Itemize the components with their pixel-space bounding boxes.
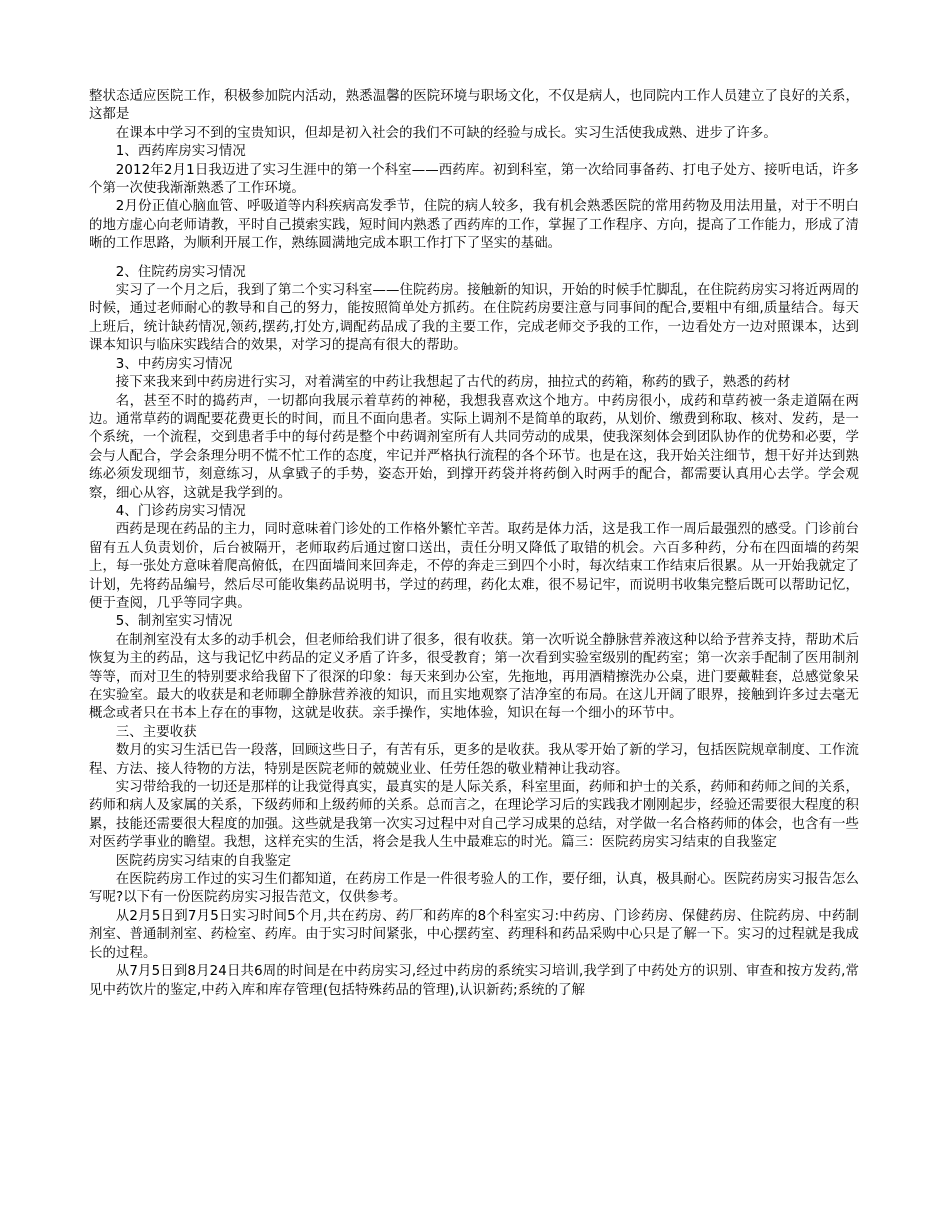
paragraph: 3、中药房实习情况: [115, 356, 233, 372]
paragraph: 医院药房实习结束的自我鉴定: [115, 853, 292, 869]
paragraph: 接下来我来到中药房进行实习，对着满室的中药让我想起了古代的药房，抽拉式的药箱，称药的戥子，熟悉的药材: [115, 375, 791, 391]
paragraph: 2、住院药房实习情况: [115, 264, 246, 280]
paragraph: 2012年2月1日我迈进了实习生涯中的第一个科室——西药库。初到科室，第一次给同事备药、打电子处方、接听电话，许多个第一次使我渐渐熟悉了工作环境。: [89, 162, 859, 197]
paragraph: 在制剂室没有太多的动手机会，但老师给我们讲了很多，很有收获。第一次听说全静脉营养液这种以给予营养支持，帮助术后恢复为主的药品，这与我记忆中药品的定义矛盾了许多，很受教育；第一次看到实验室级别的配药室；第一次亲手配制了医用制剂等等，而对卫生的特别要求给我留下了很深的印象：每天来到办公室，先拖地，再用酒精擦洗办公桌，进门要戴鞋套，总感觉象呆在实验室。最大的收获是和老师聊全静脉营养液的知识，而且实地观察了洁净室的布局。在这儿开阔了眼界，接触到许多过去毫无概念或者只在书本上存在的事物，这就是收获。亲手操作，实地体验，知识在每一个细小的环节中。: [89, 632, 859, 722]
paragraph: 西药是现在药品的主力，同时意味着门诊处的工作格外繁忙辛苦。取药是体力活，这是我工作一周后最强烈的感受。门诊前台留有五人负责划价，后台被隔开，老师取药后通过窗口送出，责任分明又降低了取错的机会。六百多种药，分布在四面墙的药架上，每一张处方意味着爬高俯低，在四面墙间来回奔走，不停的奔走三到四个小时，每次结束工作结束后很累。从一开始我就定了计划，先将药品编号，然后尽可能收集药品说明书，学过的药理，药化太难，很不易记牢，而说明书收集完整后既可以帮助记忆，便于查阅，几乎等同字典。: [89, 522, 859, 611]
paragraph: 在课本中学习不到的宝贵知识，但却是初入社会的我们不可缺的经验与成长。实习生活使我成熟、进步了许多。: [115, 125, 777, 141]
paragraph: 三、主要收获: [115, 724, 197, 740]
paragraph: 4、门诊药房实习情况: [115, 503, 246, 519]
paragraph: 在医院药房工作过的实习生们都知道，在药房工作是一件很考验人的工作，要仔细，认真，极具耐心。医院药房实习报告怎么写呢?以下有一份医院药房实习报告范文，仅供参考。: [89, 872, 859, 906]
paragraph: 5、制剂室实习情况: [115, 614, 233, 630]
paragraph: 数月的实习生活已告一段落，回顾这些日子，有苦有乐，更多的是收获。我从零开始了新的学习，包括医院规章制度、工作流程、方法、接人待物的方法，特别是医院老师的兢兢业业、任劳任怨的敬业精神让我动容。: [89, 743, 859, 777]
paragraph: 实习了一个月之后，我到了第二个实习科室——住院药房。接触新的知识，开始的时候手忙脚乱，在住院药房实习将近两周的时候，通过老师耐心的教导和自己的努力，能按照简单处方抓药。在住院药房要注意与同事间的配合,要粗中有细,质量结合。每天上班后，统计缺药情况,领药,摆药,打处方,调配药品成了我的主要工作，完成老师交予我的工作，一边看处方一边对照课本，达到课本知识与临床实践结合的效果，对学习的提高有很大的帮助。: [89, 283, 859, 354]
paragraph: 从7月5日到8月24日共6周的时间是在中药房实习,经过中药房的系统实习培训,我学到了中药处方的识别、审查和按方发药,常见中药饮片的鉴定,中药入库和库存管理(包括特殊药品的管理),认识新药;系统的了解: [89, 964, 859, 998]
document-page: [89, 88, 859, 1000]
paragraph: 从2月5日到7月5日实习时间5个月,共在药房、药厂和药库的8个科室实习:中药房、门诊药房、保健药房、住院药房、中药制剂室、普通制剂室、药检室、药库。由于实习时间紧张，中心摆药室、药理科和药品采购中心只是了解一下。实习的过程就是我成长的过程。: [89, 908, 859, 961]
paragraph: 实习带给我的一切还是那样的让我觉得真实，最真实的是人际关系，科室里面，药师和护士的关系，药师和药师之间的关系，药师和病人及家属的关系，下级药师和上级药师的关系。总而言之，在理论学习后的实践我才刚刚起步，经验还需要很大程度的积累，技能还需要很大程度的加强。这些就是我第一次实习过程中对自己学习成果的总结，对学做一名合格药师的体会，也含有一些对医药学事业的瞻望。我想，这样充实的生活，将会是我人生中最难忘的时光。篇三：医院药房实习结束的自我鉴定: [89, 780, 859, 851]
paragraph: 2月份正值心脑血管、呼吸道等内科疾病高发季节，住院的病人较多，我有机会熟悉医院的常用药物及用法用量，对于不明白的地方虚心向老师请教，平时自己摸索实践，短时间内熟悉了西药库的工作，掌握了工作程序、方向，提高了工作能力，形成了清晰的工作思路，为顺利开展工作，熟练圆满地完成本职工作打下了坚实的基础。: [89, 199, 859, 252]
paragraph: 整状态适应医院工作，积极参加院内活动，熟悉温馨的医院环境与职场文化，不仅是病人，也同院内工作人员建立了良好的关系，这都是: [89, 89, 859, 123]
paragraph: 1、西药库房实习情况: [115, 144, 246, 160]
paragraph: 名，甚至不时的捣药声，一切都向我展示着草药的神秘，我想我喜欢这个地方。中药房很小，成药和草药被一条走道隔在两边。通常草药的调配要花费更长的时间，而且不面向患者。实际上调剂不是简单的取药，从划价、缴费到称取、核对、发药，是一个系统，一个流程，交到患者手中的每付药是整个中药调剂室所有人共同劳动的成果，使我深刻体会到团队协作的优势和必要，学会与人配合，学会条理分明不慌不忙工作的态度，牢记并严格执行流程的各个环节。也是在这，我开始关注细节，想干好并达到熟练必须发现细节，刻意练习，从拿戥子的手势，姿态开始，到撑开药袋并将药倒入时两手的配合，都需要认真用心去学。学会观察，细心从容，这就是我学到的。: [89, 393, 859, 501]
